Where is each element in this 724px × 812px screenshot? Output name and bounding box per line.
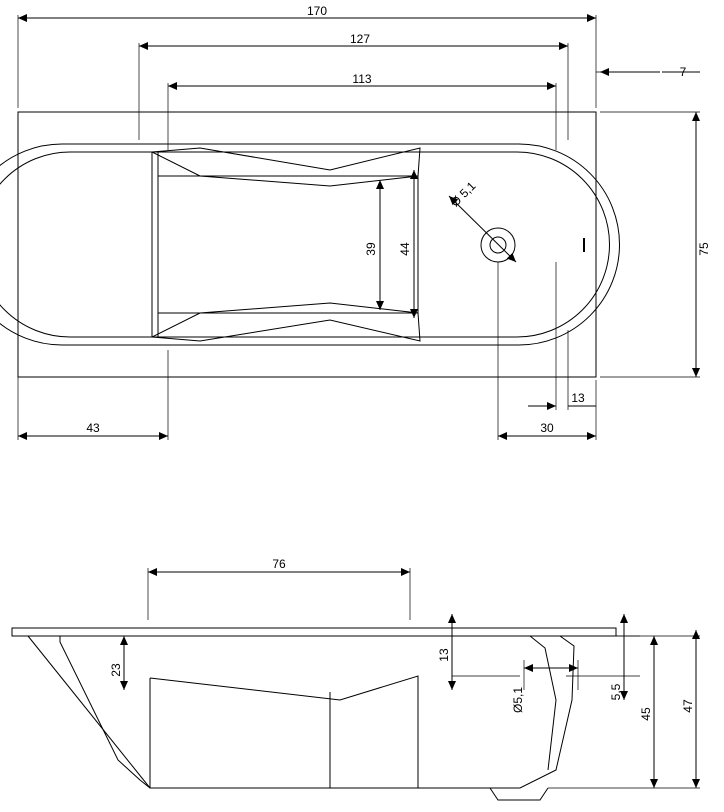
dim-drain-offset-13: 13 xyxy=(571,391,585,405)
dim-inner-width-39: 39 xyxy=(364,242,378,256)
dim-drain-offset-30: 30 xyxy=(540,421,554,435)
dim-drain-diameter-side: Ø5,1 xyxy=(511,686,525,714)
dim-inner-length-113: 113 xyxy=(352,72,372,86)
dim-height-13: 13 xyxy=(437,648,451,662)
side-view-extension-lines xyxy=(148,568,700,788)
dim-rim-offset-7: 7 xyxy=(679,65,687,79)
top-view-outline xyxy=(0,112,620,377)
dim-inner-length-127: 127 xyxy=(349,32,371,46)
dim-height-45: 45 xyxy=(639,707,653,721)
dim-drain-diameter: Ø 5,1 xyxy=(447,178,479,210)
dim-left-offset-43: 43 xyxy=(86,421,100,435)
dim-overall-length: 170 xyxy=(306,4,328,18)
dim-height-23: 23 xyxy=(109,663,123,677)
dim-height-47: 47 xyxy=(681,699,695,713)
dim-seat-length-76: 76 xyxy=(272,557,286,571)
dim-overall-width: 75 xyxy=(697,242,711,256)
dim-height-5-5: 5,5 xyxy=(609,683,623,701)
side-view-outline xyxy=(12,628,616,800)
dim-inner-width-44: 44 xyxy=(398,242,412,256)
